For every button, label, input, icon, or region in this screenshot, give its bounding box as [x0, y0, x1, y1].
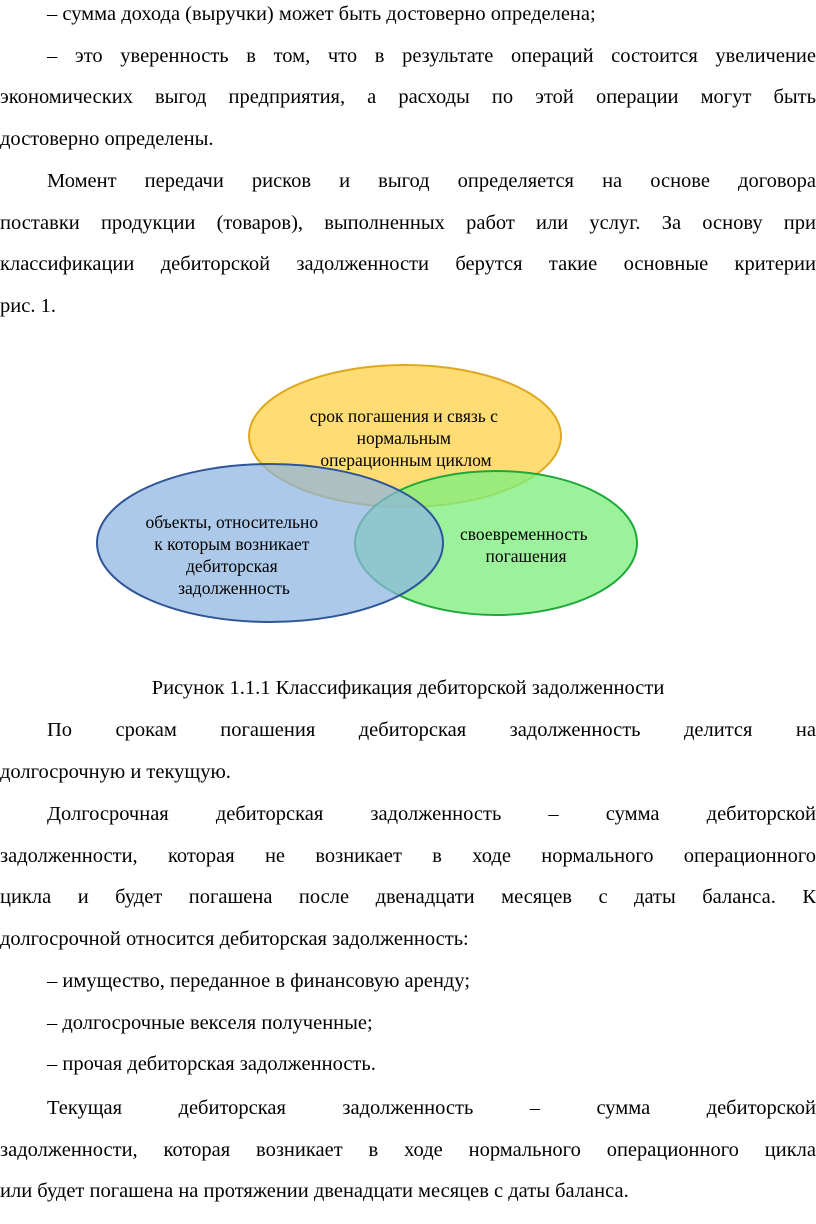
text-line: – это уверенность в том, что в результате операций состоится увеличение [47, 44, 816, 67]
top-paragraph [0, 0, 816, 160]
text-line: экономических выгод предприятия, а расходы по этой операции могут быть [0, 86, 816, 108]
text-line: поставки продукции (товаров), выполненных работ или услуг. За основу при [0, 211, 816, 234]
text-line: Текущая дебиторская задолженность – сумма дебиторской [47, 1097, 816, 1119]
text-line: – сумма дохода (выручки) может быть достоверно определена; [47, 3, 596, 25]
text-line: задолженности, которая возникает в ходе нормального операционного цикла [0, 1138, 816, 1161]
list-item: – имущество, переданное в финансовую аренду; [47, 970, 471, 992]
text-line: классификации дебиторской задолженности берутся такие основные критерии [0, 253, 816, 275]
text-line: Долгосрочная дебиторская задолженность – сумма дебиторской [47, 803, 816, 825]
current-paragraph [0, 1088, 816, 1213]
text-line: достоверно определены. [0, 127, 214, 150]
text-line: задолженности, которая не возникает в ходе нормального операционного [0, 844, 816, 867]
text-line: Момент передачи рисков и выгод определяется на основе договора [47, 170, 816, 192]
text-line: рис. 1. [0, 294, 56, 317]
text-line: По срокам погашения дебиторская задолженность делится на [47, 719, 816, 741]
venn-diagram [0, 360, 816, 660]
circle-left-label: объекты, относительно к которым возникает дебиторская задолженность [145, 512, 319, 598]
list [0, 961, 816, 1086]
circle-top-label: срок погашения и связь с нормальным операционным циклом [309, 406, 498, 470]
text-line: или будет погашена на протяжении двенадцати месяцев с даты баланса. [0, 1180, 629, 1202]
longterm-paragraph [0, 794, 816, 960]
circle-right-label: своевременность погашения [460, 524, 588, 566]
list-item: – прочая дебиторская задолженность. [47, 1053, 376, 1075]
moment-paragraph [0, 161, 816, 327]
figure-caption: Рисунок 1.1.1 Классификация дебиторской задолженности [151, 677, 665, 699]
text-line: долгосрочной относится дебиторская задолженность: [0, 927, 469, 950]
terms-paragraph [0, 710, 816, 793]
text-line: цикла и будет погашена после двенадцати месяцев с даты баланса. К [0, 886, 816, 908]
list-item: – долгосрочные векселя полученные; [47, 1011, 373, 1034]
text-line: долгосрочную и текущую. [0, 760, 231, 783]
